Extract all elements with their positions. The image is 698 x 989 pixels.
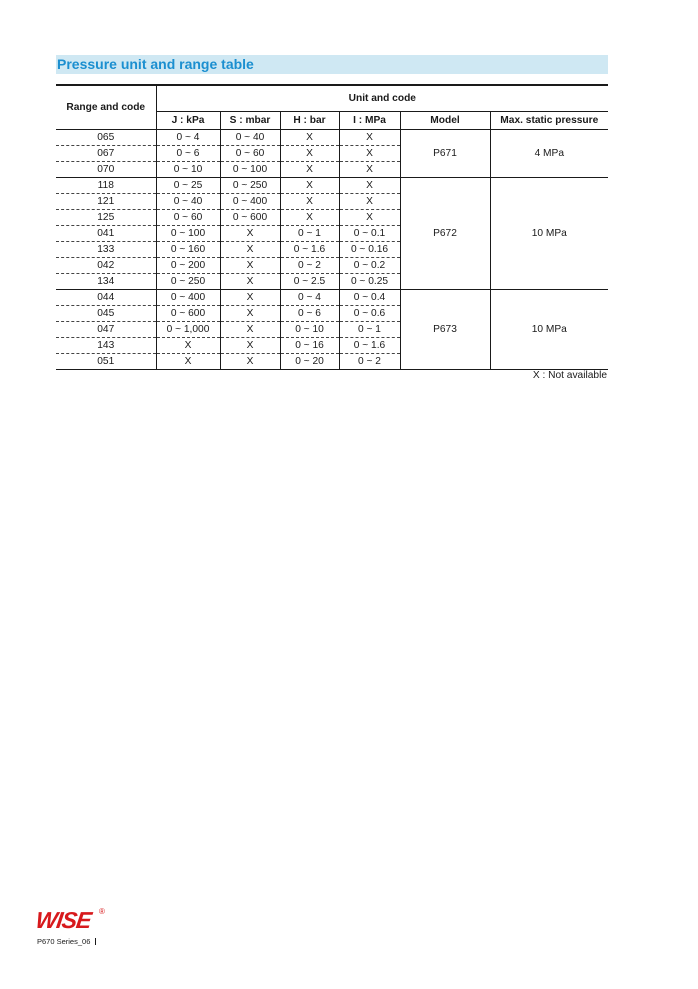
cell-s-mbar: 0 ~ 600 [220,210,280,226]
cell-s-mbar: X [220,258,280,274]
cell-i-mpa: X [339,162,400,178]
cell-j-kpa: 0 ~ 60 [156,210,220,226]
cell-i-mpa: 0 ~ 2 [339,354,400,370]
table-row [56,290,608,306]
header-max-static-pressure: Max. static pressure [490,112,608,130]
footer [37,937,96,946]
cell-h-bar: X [280,162,339,178]
wise-logo [37,905,107,938]
cell-s-mbar: 0 ~ 250 [220,178,280,194]
cell-range-code: 121 [56,194,156,210]
cell-j-kpa: 0 ~ 200 [156,258,220,274]
table-row [56,178,608,194]
cell-j-kpa: X [156,354,220,370]
section-title: Pressure unit and range table [57,56,254,72]
cell-s-mbar: X [220,226,280,242]
header-range-code: Range and code [56,85,156,130]
cell-max-static-pressure: 10 MPa [490,178,608,290]
cell-h-bar: 0 ~ 10 [280,322,339,338]
cell-range-code: 042 [56,258,156,274]
cell-h-bar: 0 ~ 2.5 [280,274,339,290]
cell-i-mpa: X [339,210,400,226]
section-title-bar [56,55,608,74]
cell-i-mpa: 0 ~ 1.6 [339,338,400,354]
cell-j-kpa: X [156,338,220,354]
cell-h-bar: X [280,146,339,162]
cell-j-kpa: 0 ~ 25 [156,178,220,194]
cell-i-mpa: 0 ~ 0.16 [339,242,400,258]
header-i-mpa: I : MPa [339,112,400,130]
cell-max-static-pressure: 4 MPa [490,130,608,178]
footer-text: P670 Series_06 [37,937,91,946]
cell-range-code: 047 [56,322,156,338]
cell-range-code: 133 [56,242,156,258]
cell-h-bar: 0 ~ 20 [280,354,339,370]
cell-s-mbar: X [220,354,280,370]
cell-i-mpa: 0 ~ 1 [339,322,400,338]
cell-j-kpa: 0 ~ 6 [156,146,220,162]
cell-range-code: 070 [56,162,156,178]
cell-j-kpa: 0 ~ 4 [156,130,220,146]
cell-h-bar: X [280,178,339,194]
cell-j-kpa: 0 ~ 10 [156,162,220,178]
cell-h-bar: X [280,194,339,210]
cell-j-kpa: 0 ~ 160 [156,242,220,258]
cell-h-bar: X [280,130,339,146]
cell-j-kpa: 0 ~ 600 [156,306,220,322]
cell-j-kpa: 0 ~ 100 [156,226,220,242]
pressure-range-table [56,84,608,370]
cell-s-mbar: 0 ~ 60 [220,146,280,162]
cell-model: P673 [400,290,490,370]
cell-s-mbar: 0 ~ 100 [220,162,280,178]
cell-i-mpa: X [339,130,400,146]
not-available-note: X : Not available [532,370,607,381]
cell-range-code: 125 [56,210,156,226]
header-j-kpa: J : kPa [156,112,220,130]
cell-h-bar: 0 ~ 4 [280,290,339,306]
cell-s-mbar: 0 ~ 40 [220,130,280,146]
cell-model: P672 [400,178,490,290]
header-model: Model [400,112,490,130]
cell-s-mbar: X [220,274,280,290]
cell-range-code: 051 [56,354,156,370]
cell-s-mbar: X [220,290,280,306]
cell-j-kpa: 0 ~ 250 [156,274,220,290]
cell-i-mpa: 0 ~ 0.4 [339,290,400,306]
cell-h-bar: 0 ~ 1 [280,226,339,242]
cell-range-code: 118 [56,178,156,194]
svg-text:®: ® [99,907,105,916]
cell-j-kpa: 0 ~ 40 [156,194,220,210]
cell-range-code: 045 [56,306,156,322]
table-body [56,130,608,370]
cell-i-mpa: 0 ~ 0.25 [339,274,400,290]
cell-s-mbar: X [220,322,280,338]
cell-range-code: 041 [56,226,156,242]
cell-i-mpa: 0 ~ 0.6 [339,306,400,322]
cell-h-bar: X [280,210,339,226]
cell-range-code: 143 [56,338,156,354]
cell-range-code: 044 [56,290,156,306]
cell-i-mpa: X [339,178,400,194]
cell-i-mpa: X [339,194,400,210]
cell-range-code: 134 [56,274,156,290]
cell-s-mbar: 0 ~ 400 [220,194,280,210]
cell-j-kpa: 0 ~ 1,000 [156,322,220,338]
cell-i-mpa: X [339,146,400,162]
header-unit-and-code: Unit and code [156,85,608,112]
cell-i-mpa: 0 ~ 0.2 [339,258,400,274]
cell-max-static-pressure: 10 MPa [490,290,608,370]
svg-text:WISE: WISE [37,907,93,933]
cell-range-code: 067 [56,146,156,162]
cell-h-bar: 0 ~ 6 [280,306,339,322]
cell-model: P671 [400,130,490,178]
header-s-mbar: S : mbar [220,112,280,130]
cell-h-bar: 0 ~ 1.6 [280,242,339,258]
cell-j-kpa: 0 ~ 400 [156,290,220,306]
cell-h-bar: 0 ~ 2 [280,258,339,274]
cell-s-mbar: X [220,338,280,354]
footer-divider [95,938,96,945]
header-h-bar: H : bar [280,112,339,130]
table-row [56,130,608,146]
cell-s-mbar: X [220,306,280,322]
cell-range-code: 065 [56,130,156,146]
cell-s-mbar: X [220,242,280,258]
cell-h-bar: 0 ~ 16 [280,338,339,354]
cell-i-mpa: 0 ~ 0.1 [339,226,400,242]
